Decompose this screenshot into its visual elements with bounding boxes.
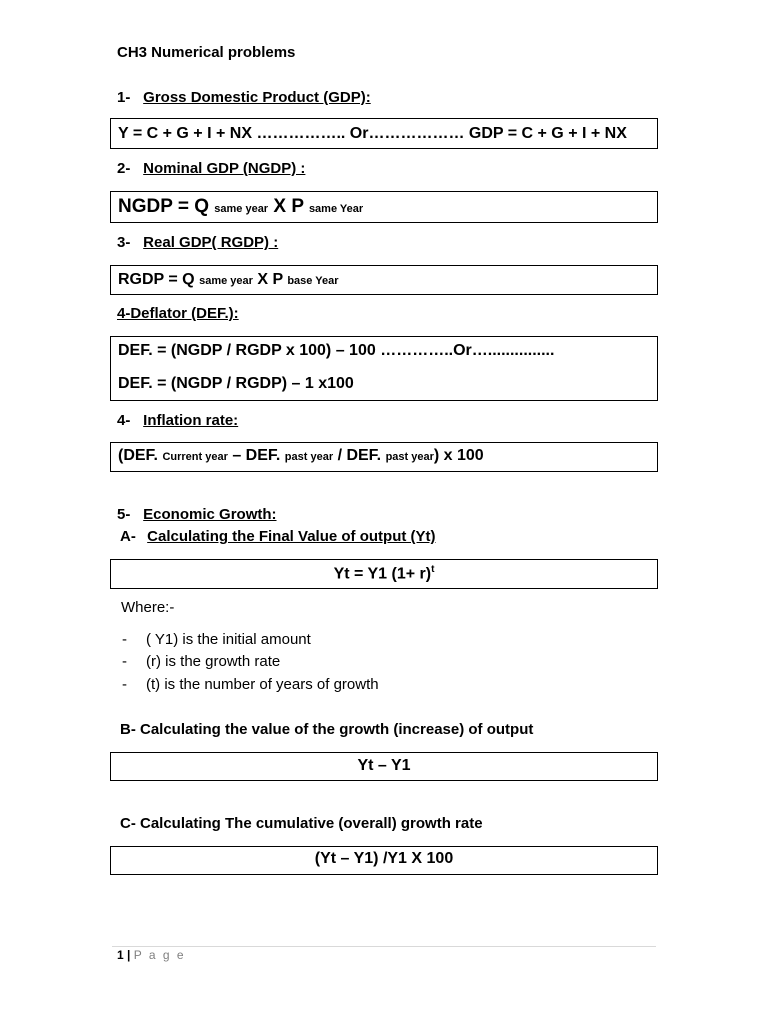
section-heading-rgdp <box>117 234 278 251</box>
section-label: Nominal GDP (NGDP) : <box>143 160 306 177</box>
formula-box-inflation <box>110 442 658 472</box>
subsection-letter: A- <box>120 528 136 545</box>
formula-text: Yt = Y1 (1+ r) <box>333 565 432 583</box>
cumulative-growth-formula: (Yt – Y1) /Y1 X 100 <box>314 850 454 867</box>
list-item: - (t) is the number of years of growth <box>122 676 379 693</box>
section-label: Inflation rate: <box>143 412 239 429</box>
subsection-label: Calculating the Final Value of output (Yt) <box>147 528 436 545</box>
section-heading-growth <box>117 506 277 523</box>
final-value-formula <box>111 564 657 583</box>
formula-box-growth-value <box>110 752 658 781</box>
formula-box-cumulative-growth <box>110 846 658 875</box>
section-number: 2- <box>117 160 131 177</box>
section-heading-inflation <box>117 412 238 429</box>
growth-value-formula: Yt – Y1 <box>357 757 411 774</box>
inflation-formula <box>118 447 484 465</box>
formula-box-rgdp <box>110 265 658 295</box>
footer-divider <box>112 946 656 947</box>
formula-subscript: same year <box>199 275 253 287</box>
formula-text: – DEF. <box>232 447 281 464</box>
list-item-text: (t) is the number of years of growth <box>146 676 379 693</box>
list-item: - (r) is the growth rate <box>122 653 281 670</box>
page-number: 1 | <box>117 948 131 962</box>
section-label: Gross Domestic Product (GDP): <box>143 89 371 106</box>
formula-subscript: past year <box>284 451 334 463</box>
rgdp-formula <box>118 271 339 289</box>
formula-box-ngdp <box>110 191 658 223</box>
formula-text: X P <box>273 196 304 217</box>
section-heading-ngdp <box>117 160 305 177</box>
gdp-formula: Y = C + G + I + NX …………….. Or……………… GDP = C + G + I + NX <box>118 125 627 142</box>
deflator-formula-line-2: DEF. = (NGDP / RGDP) – 1 x100 <box>118 375 354 392</box>
section-label: 4-Deflator (DEF.): <box>117 305 239 322</box>
formula-subscript: same year <box>214 203 269 215</box>
section-number: 5- <box>117 506 131 523</box>
section-heading-gdp <box>117 89 371 106</box>
section-heading-deflator <box>117 305 239 322</box>
where-label: Where:- <box>121 599 175 616</box>
subsection-heading-a <box>120 528 436 545</box>
formula-box-final-value <box>110 559 658 589</box>
formula-subscript: Current year <box>162 451 228 463</box>
list-item-text: (r) is the growth rate <box>146 653 281 670</box>
formula-text: NGDP = Q <box>118 196 209 217</box>
ngdp-formula <box>118 196 363 218</box>
deflator-formula-line-1: DEF. = (NGDP / RGDP x 100) – 100 …………..Or…............... <box>118 342 555 359</box>
formula-subscript: past year <box>385 451 434 463</box>
section-number: 3- <box>117 234 131 251</box>
list-item-text: ( Y1) is the initial amount <box>146 631 311 648</box>
section-number: 1- <box>117 89 131 106</box>
page-word: P a g e <box>133 948 186 962</box>
formula-text: ) x 100 <box>433 447 484 464</box>
subsection-heading-b: B- Calculating the value of the growth (increase) of output <box>120 721 534 738</box>
formula-text: (DEF. <box>118 447 158 464</box>
section-label: Economic Growth: <box>143 506 277 523</box>
page-footer <box>117 948 186 962</box>
formula-superscript: t <box>431 564 435 575</box>
formula-text: X P <box>257 271 283 288</box>
formula-subscript: same Year <box>308 203 364 215</box>
formula-text: RGDP = Q <box>118 271 195 288</box>
page-title: CH3 Numerical problems <box>117 44 296 61</box>
formula-text: / DEF. <box>337 447 382 464</box>
subsection-heading-c: C- Calculating The cumulative (overall) growth rate <box>120 815 483 832</box>
list-item: - ( Y1) is the initial amount <box>122 631 311 648</box>
formula-box-gdp <box>110 118 658 149</box>
section-number: 4- <box>117 412 131 429</box>
formula-box-deflator <box>110 336 658 401</box>
formula-subscript: base Year <box>287 275 339 287</box>
section-label: Real GDP( RGDP) : <box>143 234 279 251</box>
